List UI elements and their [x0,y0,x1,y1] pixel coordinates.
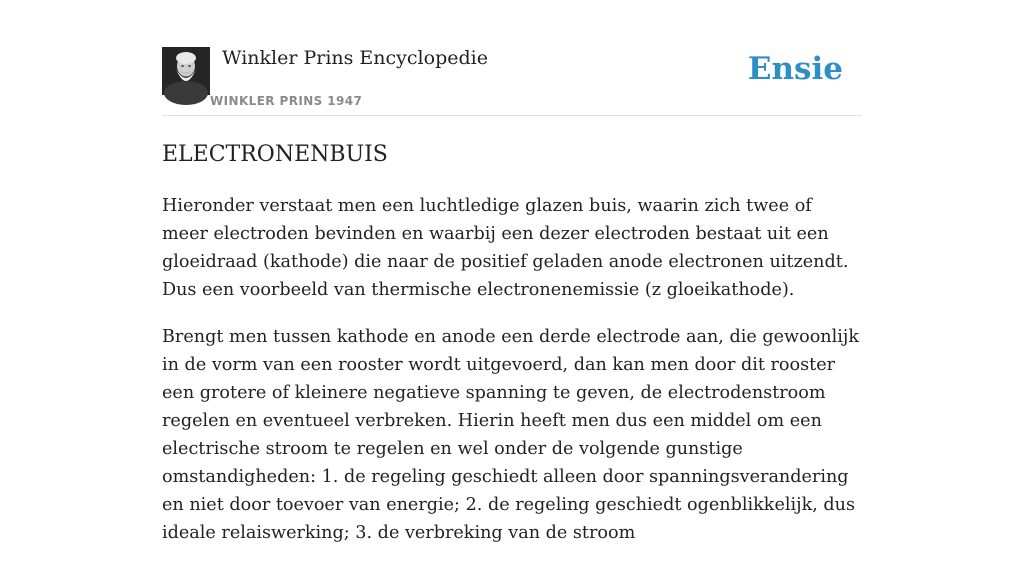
site-title-link[interactable]: Winkler Prins Encyclopedie [222,47,488,69]
header [162,0,862,116]
bearded-man-portrait-icon [162,47,210,95]
avatar[interactable] [162,47,210,95]
article-paragraph: Brengt men tussen kathode en anode een derde electrode aan, die gewoonlijk in de vorm van een rooster wordt uitgevoerd, dan kan men door dit rooster een grotere of kleinere negatieve spanning te geven, de electrodenstroom regelen en eventueel verbreken. Hierin heeft men dus een middel om een electrische stroom te regelen en wel onder de volgende gunstige omstandigheden: 1. de regeling geschiedt alleen door spanningsverandering en niet door toevoer van energie; 2. de regeling geschiedt ogenblikkelijk, dus ideale relaiswerking; 3. de verbreking van de stroom [162,327,859,543]
brand-logo[interactable]: Ensie [747,51,843,87]
source-label[interactable]: WINKLER PRINS 1947 [210,94,363,108]
article-title: ELECTRONENBUIS [162,142,388,167]
page-container [162,0,862,543]
article-body [162,192,862,566]
article-paragraph: Hieronder verstaat men een luchtledige glazen buis, waarin zich twee of meer electroden bevinden en waarbij een dezer electroden bestaat uit een gloeidraad (kathode) die naar de positief geladen anode electronen uitzendt. Dus een voorbeeld van thermische electronenemissie (z gloeikathode). [162,196,849,300]
